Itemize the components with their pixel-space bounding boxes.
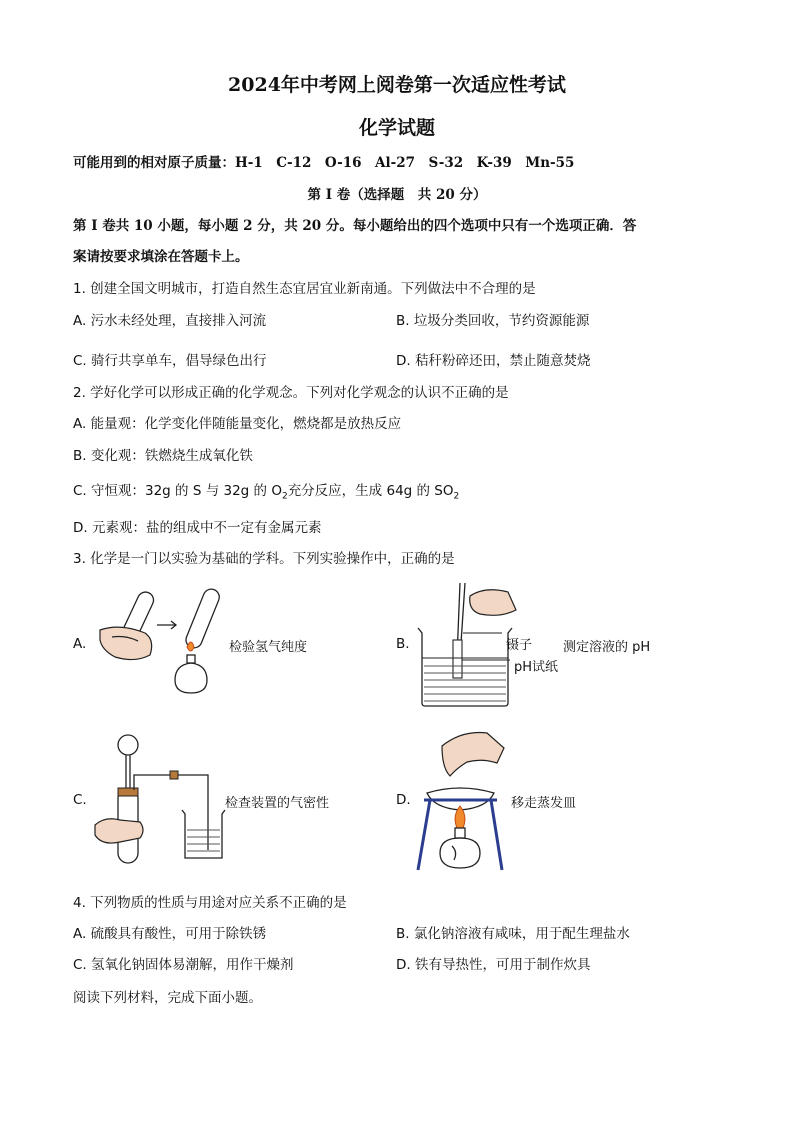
reading-note: 阅读下列材料，完成下面小题。 <box>73 990 262 1006</box>
q3-option-a-caption: 检验氢气纯度 <box>229 640 308 655</box>
q3-option-b-caption: 测定溶液的 pH <box>563 640 651 655</box>
q1-option-c: C. 骑行共享单车，倡导绿色出行 <box>73 353 267 369</box>
q3-option-c-caption: 检查装置的气密性 <box>225 796 330 811</box>
section-heading: 第 I 卷（选择题 共 20 分） <box>307 187 487 203</box>
q4-option-a: A. 硫酸具有酸性，可用于除铁锈 <box>73 926 267 942</box>
q3-option-d-letter: D. <box>396 792 411 808</box>
q1-option-d: D. 秸秆粉碎还田，禁止随意焚烧 <box>396 353 591 369</box>
exam-title: 2024年中考网上阅卷第一次适应性考试 <box>228 74 566 96</box>
q4-option-c: C. 氢氧化钠固体易潮解，用作干燥剂 <box>73 957 294 973</box>
q2-c-subscript-1: 2 <box>281 491 288 502</box>
q4-option-b: B. 氯化钠溶液有咸味，用于配生理盐水 <box>396 926 630 942</box>
q2-c-middle: 充分反应，生成 64g 的 SO <box>287 483 454 499</box>
q4-option-d: D. 铁有导热性，可用于制作炊具 <box>396 957 591 973</box>
section-instructions-1: 第 I 卷共 10 小题，每小题 2 分，共 20 分。每小题给出的四个选项中只有一个选项正确．答 <box>73 218 637 234</box>
q4-stem: 4. 下列物质的性质与用途对应关系不正确的是 <box>73 895 347 911</box>
q2-c-prefix: C. 守恒观：32g 的 S 与 32g 的 O <box>73 483 282 499</box>
evaporating-dish-figure <box>412 728 507 873</box>
q1-option-b: B. 垃圾分类回收，节约资源能源 <box>396 313 590 329</box>
q2-option-b: B. 变化观：铁燃烧生成氧化铁 <box>73 448 253 464</box>
q1-option-a: A. 污水未经处理，直接排入河流 <box>73 313 267 329</box>
q2-option-a: A. 能量观：化学变化伴随能量变化，燃烧都是放热反应 <box>73 416 402 432</box>
q2-stem: 2. 学好化学可以形成正确的化学观念。下列对化学观念的认识不正确的是 <box>73 385 509 401</box>
section-instructions-2: 案请按要求填涂在答题卡上。 <box>73 249 249 265</box>
q3-option-b-letter: B. <box>396 636 410 652</box>
atomic-masses: 可能用到的相对原子质量：H-1 C-12 O-16 Al-27 S-32 K-39 Mn-55 <box>73 155 575 171</box>
ph-paper-label: pH试纸 <box>514 660 559 675</box>
q2-c-subscript-2: 2 <box>453 491 460 502</box>
q3-option-d-caption: 移走蒸发皿 <box>511 796 577 811</box>
q2-option-d: D. 元素观：盐的组成中不一定有金属元素 <box>73 520 322 536</box>
hydrogen-purity-test-figure <box>90 585 225 700</box>
q1-stem: 1. 创建全国文明城市，打造自然生态宜居宜业新南通。下列做法中不合理的是 <box>73 281 536 297</box>
q2-option-c <box>73 479 459 502</box>
q3-stem: 3. 化学是一门以实验为基础的学科。下列实验操作中，正确的是 <box>73 551 455 567</box>
q3-option-a-letter: A. <box>73 636 87 652</box>
q3-option-c-letter: C. <box>73 792 87 808</box>
exam-subtitle: 化学试题 <box>358 117 435 139</box>
tweezers-label: 镊子 <box>506 638 533 653</box>
ph-measurement-figure <box>410 578 520 710</box>
airtightness-check-figure <box>90 730 225 865</box>
